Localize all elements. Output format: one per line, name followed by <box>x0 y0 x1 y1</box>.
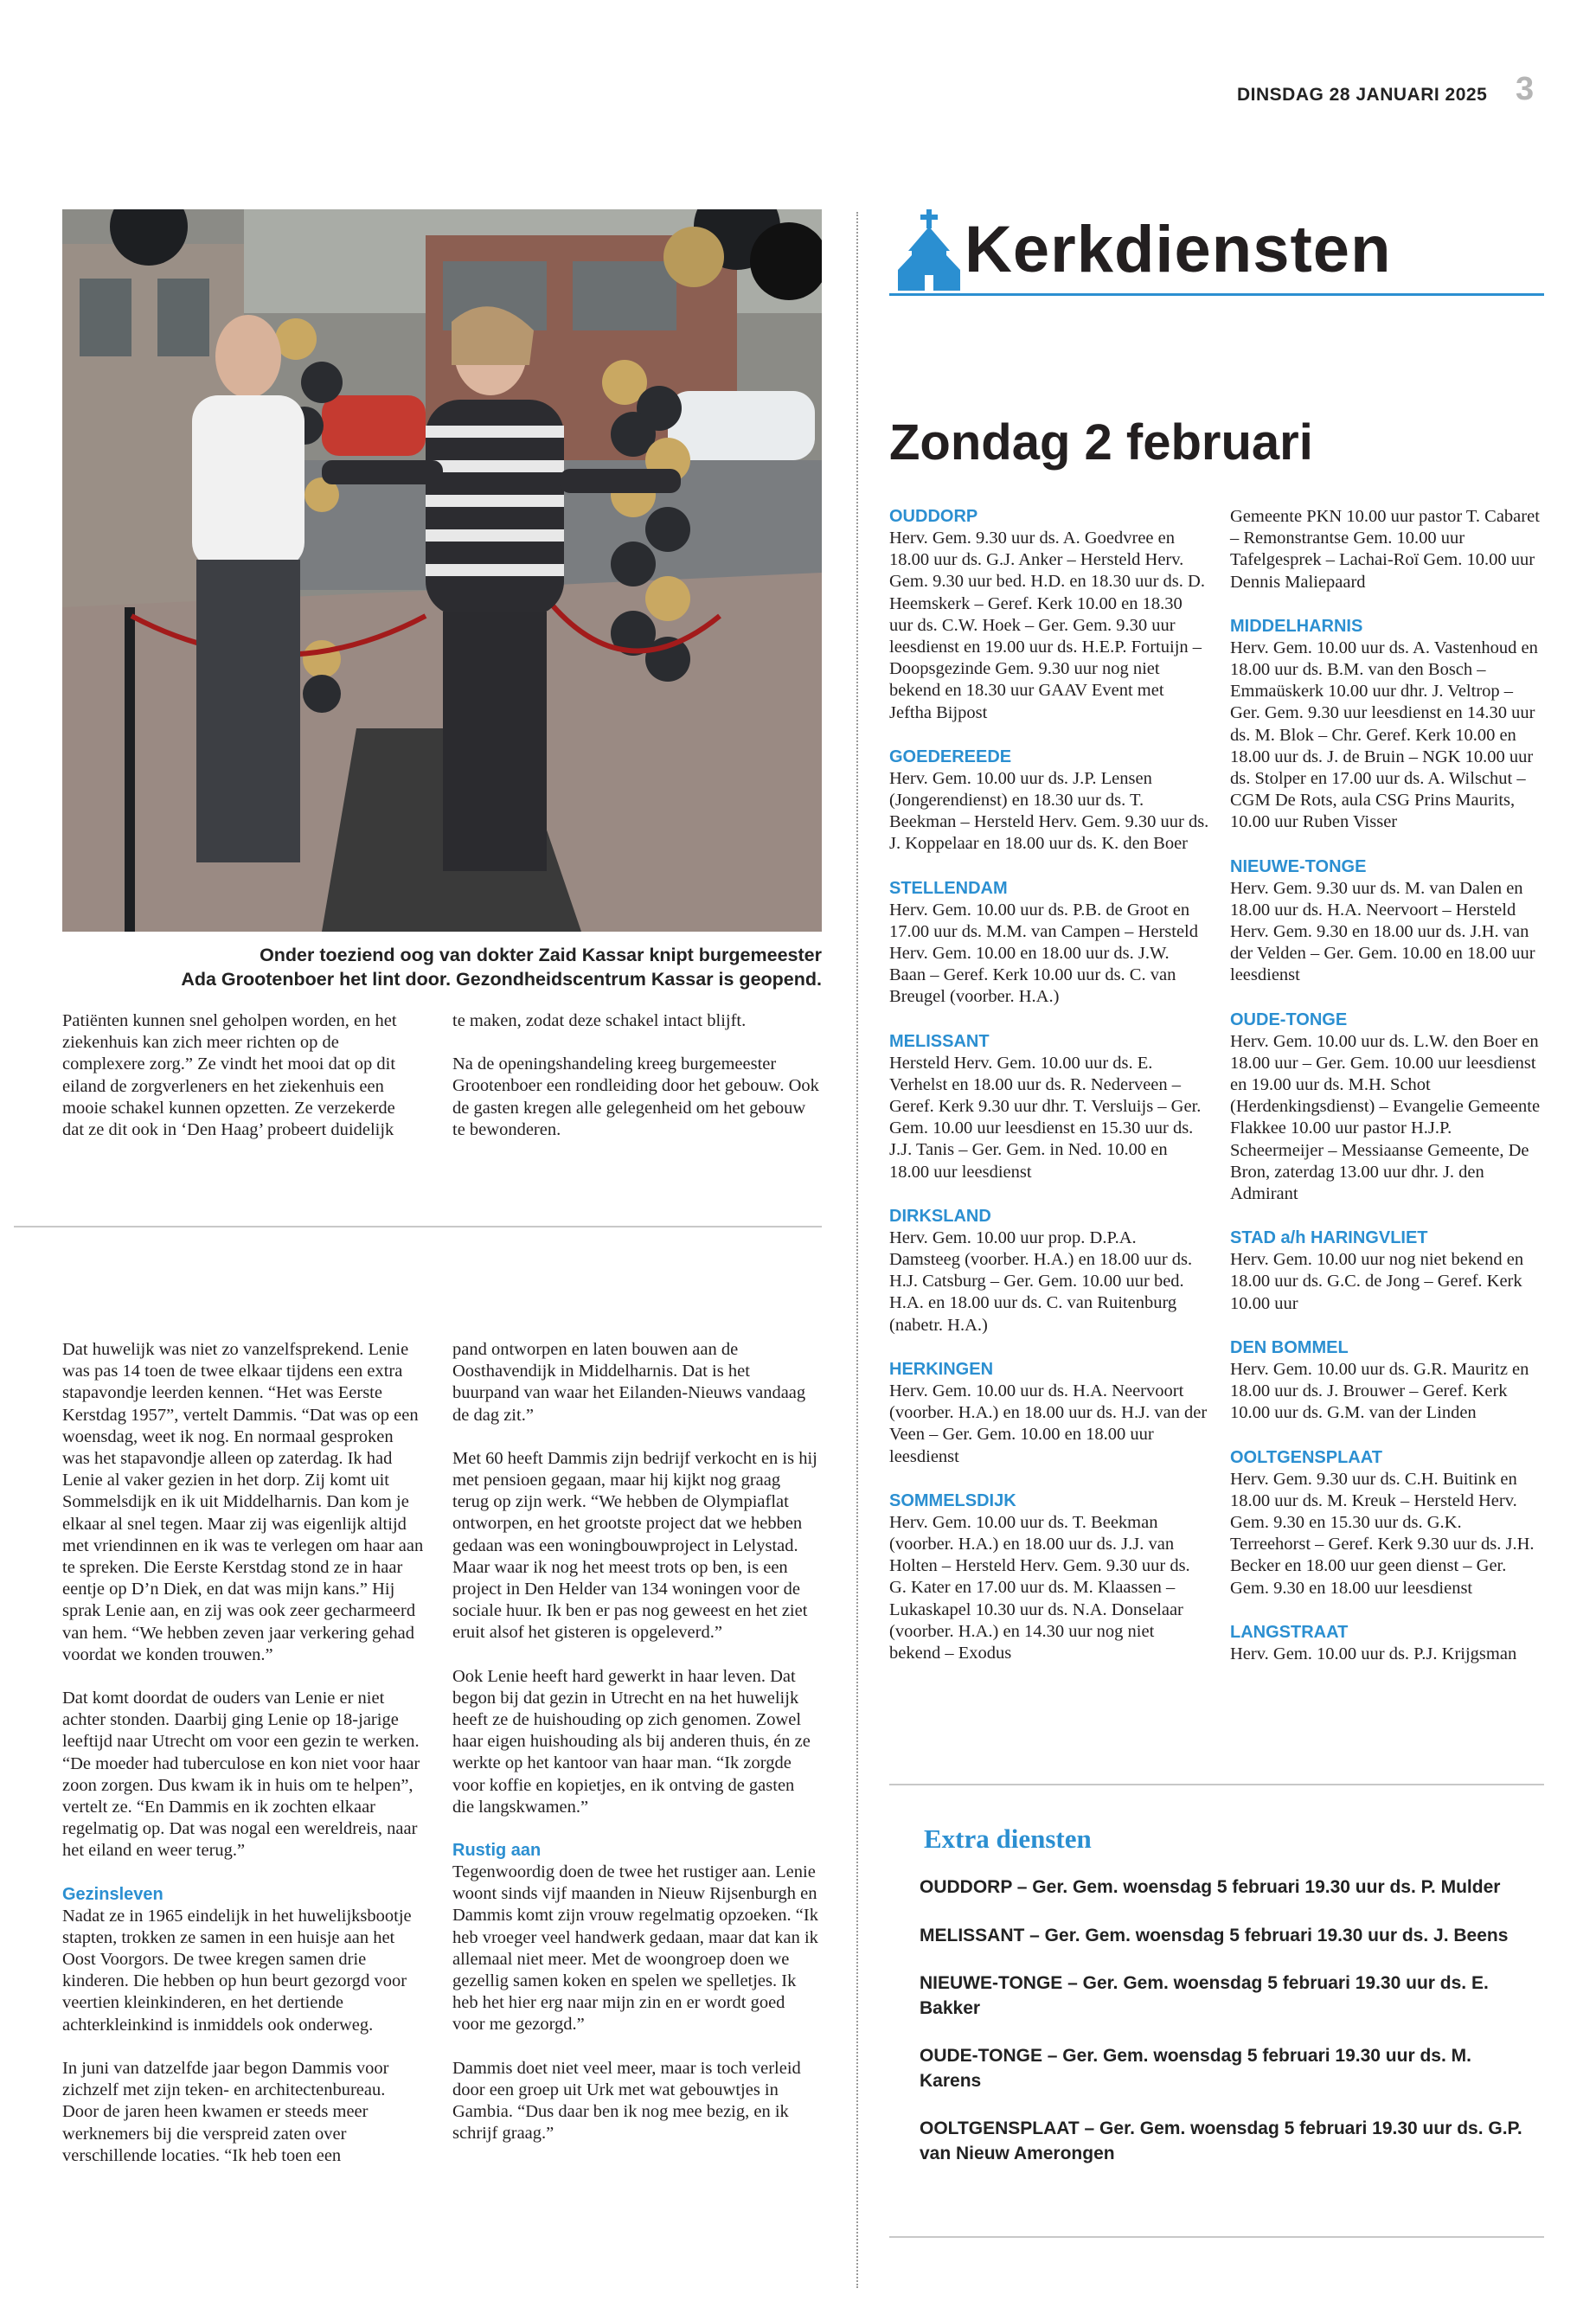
service-block <box>1230 1337 1546 1425</box>
service-place: LANGSTRAAT <box>1230 1622 1349 1642</box>
services-column-2 <box>1230 506 1546 1688</box>
service-place: HERKINGEN <box>889 1359 994 1379</box>
service-block <box>889 506 1209 724</box>
service-block <box>889 1206 1209 1336</box>
service-block <box>1230 1622 1546 1665</box>
column-divider <box>856 212 858 2288</box>
service-text-continued: Gemeente PKN 10.00 uur pastor T. Cabaret – Remonstrantse Gem. 10.00 uur Tafelgesprek – Lachai-Roï Gem. 10.00 uur Dennis Maliepaard <box>1230 507 1540 592</box>
service-text: Herv. Gem. 10.00 uur ds. J.P. Lensen (Jongerendienst) en 18.30 uur ds. T. Beekman – Hersteld Herv. Gem. 9.30 uur ds. J. Koppelaar en 18.00 uur ds. K. den Boer <box>889 768 1209 854</box>
article1-paragraph: Na de openingshandeling kreeg burgemeester Grootenboer een rondleiding door het gebouw. Ook de gasten kregen alle gelegenheid om het gebouw te bewonderen. <box>452 1054 819 1139</box>
article2-paragraph: Met 60 heeft Dammis zijn bedrijf verkocht en is hij met pensioen gegaan, maar hij kijkt nog graag terug op zijn werk. “We hebben de Olympiaflat ontworpen, en het grootste project dat we hebben gedaan was een woningbouwproject in Lelystad. Maar waar ik nog het meest trots op ben, is een project in Den Helder van 134 woningen voor de sociale huur. Ik ben er pas nog geweest en het ziet eruit alsof het gisteren is opgeleverd.” <box>452 1448 817 1643</box>
subheading-rustig-aan: Rustig aan <box>452 1841 542 1861</box>
extra-service-item: OUDE-TONGE – Ger. Gem. woensdag 5 februari 19.30 uur ds. M. Karens <box>920 2046 1471 2091</box>
service-block <box>1230 856 1546 987</box>
service-text: Herv. Gem. 10.00 uur ds. H.A. Neervoort (voorber. H.A.) en 18.00 uur ds. H.J. van der Veen – Ger. Gem. 10.00 en 18.00 uur leesdienst <box>889 1381 1208 1466</box>
service-place: DIRKSLAND <box>889 1206 991 1226</box>
article2-paragraph: Tegenwoordig doen de twee het rustiger aan. Lenie woont sinds vijf maanden in Nieuw Rijsenburgh en Dammis komt zijn vrouw regelmatig opzoeken. “Ik heb vroeger veel handwerk gedaan, maar dat kan ik allemaal niet meer. Met de woongroep doen we gezellig samen koken en spelen we spelletjes. Ik heb het hier erg naar mijn zin en er wordt goed voor me gezorgd.” <box>452 1862 818 2035</box>
service-text: Herv. Gem. 9.30 uur ds. A. Goedvree en 18.00 uur ds. G.J. Anker – Hersteld Herv. Gem. 9.30 uur bed. H.D. en 18.30 uur ds. D. Heemskerk – Geref. Kerk 10.00 en 18.30 uur ds. C.W. Hoek – Ger. Gem. 9.30 uur leesdienst en 19.00 uur ds. H.E.P. Fortuijn – Doopsgezinde Gem. 9.30 uur nog niet bekend en 18.30 uur GAAV Event met Jeftha Bijpost <box>889 529 1205 722</box>
service-block <box>889 747 1209 856</box>
extra-service-item: OOLTGENSPLAAT – Ger. Gem. woensdag 5 februari 19.30 uur ds. G.P. van Nieuw Amerongen <box>920 2118 1522 2163</box>
subheading-gezinsleven: Gezinsleven <box>62 1884 163 1904</box>
extra-title: Extra diensten <box>924 1823 1092 1854</box>
extra-service-item: OUDDORP – Ger. Gem. woensdag 5 februari 19.30 uur ds. P. Mulder <box>920 1877 1501 1897</box>
extra-bottom-rule <box>889 2236 1544 2238</box>
news-photo <box>62 209 822 932</box>
service-text: Herv. Gem. 10.00 uur ds. A. Vastenhoud en 18.00 uur ds. B.M. van den Bosch – Emmaüskerk 10.00 uur dhr. J. Veltrop – Ger. Gem. 9.30 uur leesdienst en 14.30 uur ds. M. Blok – Chr. Geref. Kerk 10.00 en 18.00 uur ds. J. de Bruin – NGK 10.00 uur ds. Stolper en 17.00 uur ds. A. Wilschut – CGM De Rots, aula CSG Prins Maurits, 10.00 uur Ruben Visser <box>1230 638 1538 832</box>
service-place: GOEDEREEDE <box>889 747 1012 766</box>
service-text: Hersteld Herv. Gem. 10.00 uur ds. E. Verhelst en 18.00 uur ds. R. Nederveen – Geref. Kerk 9.30 uur dhr. T. Versluijs – Ger. Gem. 10.00 uur leesdienst en 15.30 uur ds. J.J. Tanis – Ger. Gem. in Ned. 10.00 en 18.00 uur leesdienst <box>889 1053 1202 1182</box>
service-text: Herv. Gem. 10.00 uur nog niet bekend en 18.00 uur ds. G.C. de Jong – Geref. Kerk 10.00 uur <box>1230 1250 1524 1313</box>
services-column-1 <box>889 506 1209 1687</box>
article1-left-column <box>62 1010 407 1163</box>
service-text: Herv. Gem. 9.30 uur ds. C.H. Buitink en 18.00 uur ds. M. Kreuk – Hersteld Herv. Gem. 9.30 en 15.30 uur ds. G.K. Terreehorst – Geref. Kerk 9.30 uur ds. J.H. Becker en 18.00 uur geen dienst – Ger. Gem. 9.30 en 18.00 uur leesdienst <box>1230 1469 1535 1598</box>
article2-paragraph: Dammis doet niet veel meer, maar is toch verleid door een groep uit Urk met wat gebouwtjes in Gambia. “Dus daar ben ik nog mee bezig, en ik schrijf graag.” <box>452 2058 801 2144</box>
article1-paragraph: te maken, zodat deze schakel intact blijft. <box>452 1011 747 1030</box>
article1-right-column <box>452 1010 820 1163</box>
page-date: DINSDAG 28 JANUARI 2025 <box>1237 85 1488 105</box>
service-place: STELLENDAM <box>889 878 1008 898</box>
service-place: OUDDORP <box>889 507 978 526</box>
service-block <box>1230 1009 1546 1206</box>
article2-paragraph: pand ontworpen en laten bouwen aan de Oosthavendijk in Middelharnis. Dat is het buurpand van waar het Eilanden-Nieuws vandaag de dag zit.” <box>452 1340 806 1425</box>
service-block <box>1230 1227 1546 1315</box>
title-rule <box>889 293 1544 296</box>
service-place: NIEUWE-TONGE <box>1230 856 1367 876</box>
extra-top-rule <box>889 1784 1544 1785</box>
extra-services-list <box>920 1875 1525 2189</box>
extra-service-item: MELISSANT – Ger. Gem. woensdag 5 februari 19.30 uur ds. J. Beens <box>920 1925 1509 1945</box>
service-block <box>889 1359 1209 1468</box>
church-icon <box>898 208 960 298</box>
section-title: Kerkdiensten <box>965 213 1392 286</box>
photo-caption <box>62 943 822 991</box>
article2-paragraph: Dat komt doordat de ouders van Lenie er niet achter stonden. Daarbij ging Lenie op 18-jarige leeftijd naar Utrecht om voor een gezin te werken. “De moeder had tuberculose en kon niet voor haar zoon zorgen. Dus kwam ik in huis om te helpen”, vertelt ze. “En Dammis en ik zochten elkaar regelmatig op. Dat was nogal een wereldreis, naar het eiland en weer terug.” <box>62 1689 420 1861</box>
section-rule <box>14 1226 822 1227</box>
service-block <box>1230 1447 1546 1599</box>
service-text: Herv. Gem. 10.00 uur ds. P.J. Krijgsman <box>1230 1644 1517 1663</box>
extra-service-item: NIEUWE-TONGE – Ger. Gem. woensdag 5 februari 19.30 uur ds. E. Bakker <box>920 1973 1489 2018</box>
service-text: Herv. Gem. 10.00 uur ds. P.B. de Groot en 17.00 uur ds. M.M. van Campen – Hersteld Herv. Gem. 10.00 en 18.00 uur ds. J.W. Baan – Geref. Kerk 10.00 uur ds. C. van Breugel (voorber. H.A.) <box>889 900 1198 1007</box>
article2-right-column <box>452 1339 820 2167</box>
service-place: STAD a/h HARINGVLIET <box>1230 1228 1428 1248</box>
service-text: Herv. Gem. 10.00 uur ds. G.R. Mauritz en 18.00 uur ds. J. Brouwer – Geref. Kerk 10.00 uur ds. G.M. van der Linden <box>1230 1359 1529 1423</box>
page-number: 3 <box>1516 71 1535 107</box>
service-text: Herv. Gem. 10.00 uur prop. D.P.A. Damsteeg (voorber. H.A.) en 18.00 uur ds. H.J. Catsburg – Ger. Gem. 10.00 uur bed. H.A. en 18.00 uur ds. C. van Ruitenburg (nabetr. H.A.) <box>889 1227 1193 1335</box>
service-block <box>889 878 1209 1009</box>
article2-paragraph: Nadat ze in 1965 eindelijk in het huwelijksbootje stapten, trokken ze samen in een huisje aan het Oost Voorgors. De twee kregen samen drie kinderen. Die hebben op hun beurt gezorgd voor veertien kleinkinderen, en het dertiende achterkleinkind is inmiddels ook onderweg. <box>62 1906 412 2035</box>
service-block <box>1230 616 1546 834</box>
service-place: SOMMELSDIJK <box>889 1490 1016 1510</box>
service-text: Herv. Gem. 10.00 uur ds. T. Beekman (voorber. H.A.) en 18.00 uur ds. J.J. van Holten – Hersteld Herv. Gem. 9.30 uur ds. G. Kater en 17.00 uur ds. M. Klaassen – Lukaskapel 10.30 uur ds. N.A. Donselaar (voorber. H.A.) en 14.30 uur nog niet bekend – Exodus <box>889 1512 1190 1663</box>
article1-paragraph: Patiënten kunnen snel geholpen worden, en het ziekenhuis kan zich meer richten op de complexere zorg.” Ze vindt het mooi dat op dit eiland de zorgverleners en het ziekenhuis een mooie schakel kunnen opzetten. Ze verzekerde dat ze dit ook in ‘Den Haag’ probeert duidelijk <box>62 1011 397 1140</box>
service-place: OUDE-TONGE <box>1230 1009 1348 1029</box>
service-text: Herv. Gem. 10.00 uur ds. L.W. den Boer en 18.00 uur – Ger. Gem. 10.00 uur leesdienst en 19.00 uur ds. M.H. Schot (Herdenkingsdienst) – Evangelie Gemeente Flakkee 10.00 uur pastor H.J.P. Scheermeijer – Messiaanse Gemeente, De Bron, zaterdag 13.00 uur dhr. J. den Admirant <box>1230 1031 1541 1204</box>
day-heading: Zondag 2 februari <box>889 414 1313 471</box>
service-block <box>889 1490 1209 1664</box>
article2-paragraph: Ook Lenie heeft hard gewerkt in haar leven. Dat begon bij dat gezin in Utrecht en na het huwelijk heeft ze de huishouding op zich genomen. Zowel haar eigen huishouding als bij anderen thuis, én ze werkte op het kantoor van haar man. “Ik zorgde voor koffie en kopietjes, en ik ontving de gasten die langskwamen.” <box>452 1666 811 1817</box>
caption-line-2: Ada Grootenboer het lint door. Gezondheidscentrum Kassar is geopend. <box>181 969 822 990</box>
service-place: DEN BOMMEL <box>1230 1337 1349 1357</box>
article2-paragraph: Dat huwelijk was niet zo vanzelfsprekend. Lenie was pas 14 toen de twee elkaar tijdens een extra stapavondje leerden kennen. “Het was Eerste Kerstdag 1957”, vertelt Dammis. “Dat was op een woensdag, weet ik nog. En normaal gesproken was het stapavondje alleen op zaterdag. Ik had Lenie al vaker gezien in het dorp. Zij komt uit Sommelsdijk en ik uit Middelharnis. Dan kom je elkaar al snel tegen. Maar zij was eigenlijk altijd met vriendinnen en ik was te verlegen om haar aan te spreken. Die Eerste Kerstdag stond ze in haar eentje op D’n Diek, en dat was mijn kans.” Hij sprak Lenie aan, en zij was ook zeer gecharmeerd van hem. “We hebben zeven jaar verkering gehad voordat we konden trouwen.” <box>62 1340 424 1664</box>
article2-left-column <box>62 1339 424 2189</box>
service-place: OOLTGENSPLAAT <box>1230 1447 1382 1467</box>
photo-illustration <box>62 209 822 932</box>
service-place: MIDDELHARNIS <box>1230 616 1363 636</box>
article2-paragraph: In juni van datzelfde jaar begon Dammis voor zichzelf met zijn teken- en architectenbureau. Door de jaren heen kwamen er steeds meer werknemers bij die verspreid zaten over verschillende locaties. “Ik heb toen een <box>62 2058 389 2165</box>
caption-line-1: Onder toeziend oog van dokter Zaid Kassar knipt burgemeester <box>260 945 822 965</box>
service-place: MELISSANT <box>889 1031 990 1051</box>
service-block <box>889 1031 1209 1183</box>
service-text: Herv. Gem. 9.30 uur ds. M. van Dalen en 18.00 uur ds. H.A. Neervoort – Hersteld Herv. Gem. 9.30 en 18.00 uur ds. J.H. van der Velden – Ger. Gem. 10.00 en 18.00 uur leesdienst <box>1230 878 1535 985</box>
